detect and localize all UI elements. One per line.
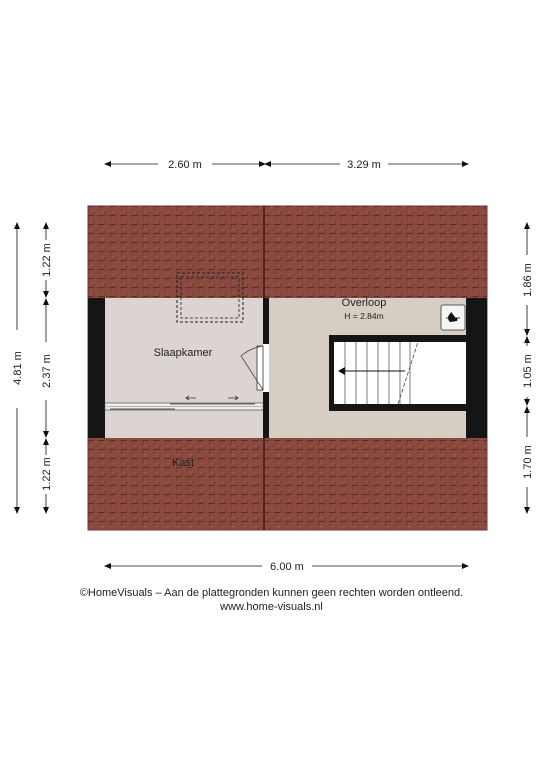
copyright-notice: ©HomeVisuals – Aan de plattegronden kunnen geen rechten worden ontleend. — [79, 587, 464, 599]
dim-bottom-total: 6.00 m — [270, 561, 304, 573]
room-height-overloop: H = 2.84m — [344, 311, 384, 321]
bedroom-door[interactable] — [257, 346, 263, 390]
room-label-kast: Kast — [171, 457, 195, 469]
dim-top-left: 2.60 m — [168, 159, 202, 171]
wall-left — [88, 298, 105, 438]
dim-top-right: 3.29 m — [347, 159, 381, 171]
dim-left-total: 4.81 m — [12, 351, 24, 385]
dim-right-middle: 1.05 m — [522, 354, 534, 388]
closet-floor — [105, 410, 263, 438]
dim-left-middle: 2.37 m — [41, 354, 53, 388]
dim-left-bottom: 1.22 m — [41, 457, 53, 491]
wall-right — [466, 298, 487, 438]
dim-right-top: 1.86 m — [522, 263, 534, 297]
room-label-overloop: Overloop — [341, 297, 387, 309]
dim-left-top: 1.22 m — [41, 243, 53, 277]
roof-top — [88, 206, 487, 298]
wall-partition-lower — [263, 392, 269, 438]
room-label-slaapkamer: Slaapkamer — [153, 347, 213, 359]
wall-partition — [263, 298, 269, 344]
heater-icon — [441, 305, 465, 330]
roof-bottom — [88, 438, 487, 530]
dim-right-bottom: 1.70 m — [522, 445, 534, 479]
website-link[interactable]: www.home-visuals.nl — [220, 601, 323, 613]
